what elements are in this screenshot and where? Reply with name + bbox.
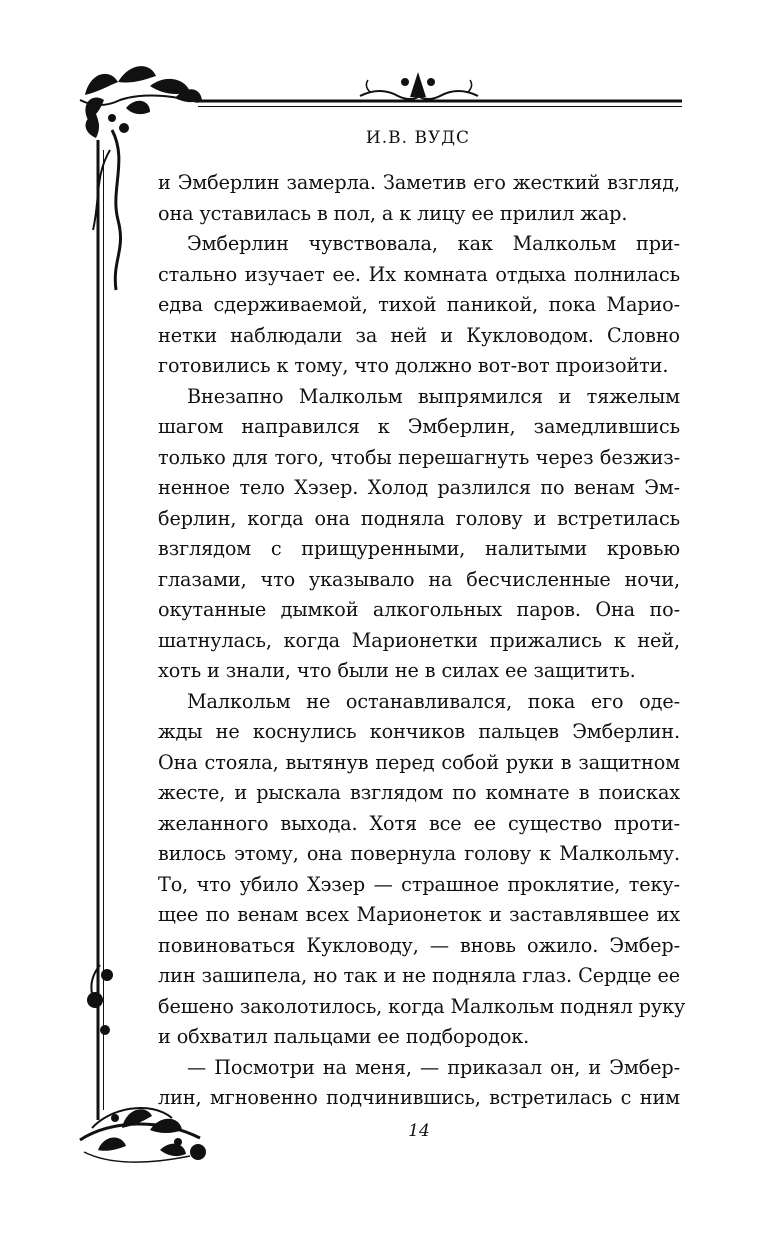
text-line: и Эмберлин замерла. Заметив его жесткий взгляд, [158,171,680,194]
text-line: ненное тело Хэзер. Холод разлился по венам Эм- [158,476,680,499]
text-line: лин зашипела, но так и не подняла глаз. Сердце ее [158,964,680,987]
text-line: жесте, и рыскала взглядом по комнате в поисках [158,781,680,804]
text-line: готовились к тому, что должно вот-вот произойти. [158,354,669,377]
text-line: Эмберлин чувствовала, как Малкольм при- [187,232,680,255]
text-line: вилось этому, она повернула голову к Малкольму. [158,842,680,865]
text-line: только для того, чтобы перешагнуть через безжиз- [158,445,680,469]
text-line: — Посмотри на меня, — приказал он, и Эмбер- [187,1055,680,1079]
text-line: жды не коснулись кончиков пальцев Эмберлин. [158,720,680,743]
text-line: окутанные дымкой алкогольных паров. Она по- [158,598,680,621]
text-line: берлин, когда она подняла голову и встретилась [158,506,680,530]
text-line: нетки наблюдали за ней и Кукловодом. Словно [158,323,680,347]
text-line: стально изучает ее. Их комната отдыха полнилась [158,262,680,286]
text-line: шагом направился к Эмберлин, замедлившись [158,415,680,438]
text-line: щее по венам всех Марионеток и заставлявшее их [158,903,680,926]
text-line: взглядом с прищуренными, налитыми кровью [158,537,680,560]
text-line: глазами, что указывало на бесчисленные ночи, [158,567,680,591]
text-line: лин, мгновенно подчинившись, встретилась с ним [158,1086,680,1109]
text-line: желанного выхода. Хотя все ее существо проти- [158,811,680,835]
text-line: хоть и знали, что были не в силах ее защитить. [158,659,636,682]
text-line: Малкольм не останавливался, пока его оде- [187,689,680,713]
body-text [158,168,686,1114]
text-line: повиноваться Кукловоду, — вновь ожило. Эмбер- [158,933,680,957]
top-flourish-icon [360,72,478,99]
left-berries-icon [87,965,113,1035]
text-line: она уставилась в пол, а к лицу ее прилил жар. [158,201,628,225]
text-line: шатнулась, когда Марионетки прижались к ней, [158,628,680,652]
text-line: То, что убило Хэзер — страшное проклятие, теку- [158,872,680,896]
page-number: 14 [408,1121,430,1141]
text-line: Внезапно Малкольм выпрямился и тяжелым [187,384,680,408]
text-line: едва сдерживаемой, тихой паникой, пока Марио- [158,293,680,316]
running-title: И.В. ВУДС [365,128,471,148]
text-line: бешено заколотилось, когда Малкольм поднял руку [158,994,686,1018]
text-line: и обхватил пальцами ее подбородок. [158,1025,530,1048]
text-line: Она стояла, вытянув перед собой руки в защитном [158,750,680,774]
